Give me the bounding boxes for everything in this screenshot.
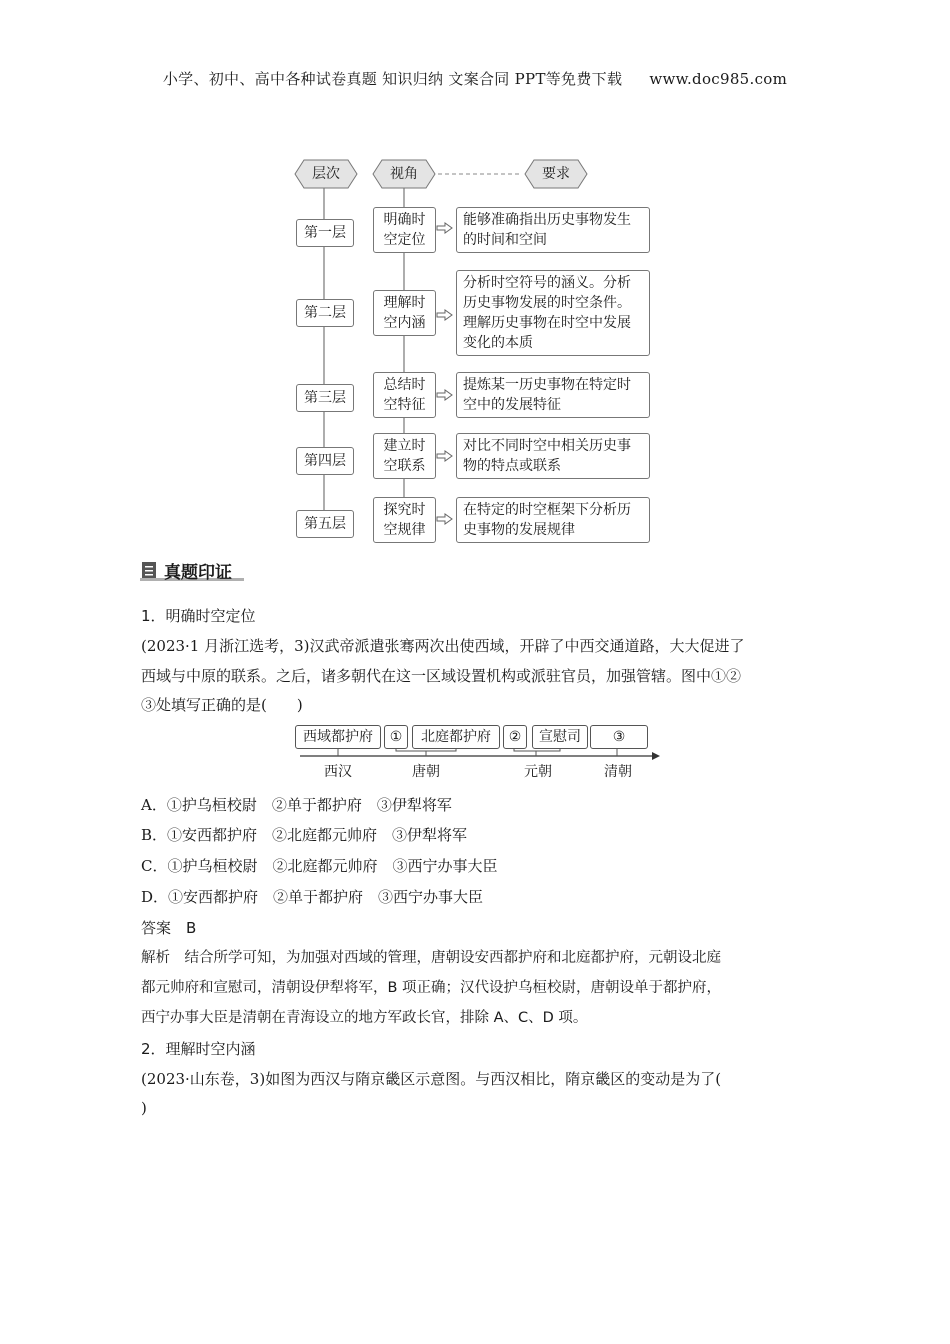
header-diamond-level bbox=[294, 159, 358, 189]
timeline-label: 清朝 bbox=[604, 764, 632, 780]
timeline-label: 唐朝 bbox=[412, 764, 440, 780]
level-box: 第四层 bbox=[296, 447, 354, 475]
view-line: 建立时 bbox=[383, 438, 426, 454]
q1-answer: 答案 B bbox=[141, 919, 197, 937]
timeline-box: 西域都护府 bbox=[295, 725, 381, 749]
timeline-box: ② bbox=[503, 725, 527, 749]
req-line: 在特定的时空框架下分析历 bbox=[463, 502, 631, 518]
req-line: 史事物的发展规律 bbox=[463, 522, 575, 538]
q1-option-c: C．①护乌桓校尉 ②北庭都元帅府 ③西宁办事大臣 bbox=[141, 857, 498, 875]
view-box bbox=[373, 497, 436, 543]
view-line: 空规律 bbox=[383, 522, 426, 538]
req-line: 历史事物发展的时空条件。 bbox=[463, 295, 631, 311]
q2-stem-line: ) bbox=[141, 1099, 147, 1117]
level-box: 第三层 bbox=[296, 384, 354, 412]
q1-option-b: B．①安西都护府 ②北庭都元帅府 ③伊犁将军 bbox=[141, 826, 468, 844]
view-line: 空特征 bbox=[383, 397, 426, 413]
q1-analysis-line: 西宁办事大臣是清朝在青海设立的地方军政长官，排除 A、C、D 项。 bbox=[141, 1010, 588, 1026]
req-line: 物的特点或联系 bbox=[463, 458, 561, 474]
view-line: 探究时 bbox=[383, 502, 426, 518]
view-box bbox=[373, 433, 436, 479]
req-line: 提炼某一历史事物在特定时 bbox=[463, 377, 631, 393]
timeline-box: ③ bbox=[590, 725, 648, 749]
requirement-box bbox=[456, 270, 650, 356]
q2-title: 2．理解时空内涵 bbox=[141, 1040, 256, 1058]
view-box bbox=[373, 372, 436, 418]
view-line: 空内涵 bbox=[383, 315, 426, 331]
timeline-label: 元朝 bbox=[524, 764, 552, 780]
q1-stem-line: 西域与中原的联系。之后，诸多朝代在这一区域设置机构或派驻官员，加强管辖。图中①② bbox=[141, 667, 742, 685]
q1-stem-line: ③处填写正确的是( ) bbox=[141, 696, 303, 714]
view-line: 理解时 bbox=[383, 295, 426, 311]
header-diamond-requirement bbox=[524, 159, 588, 189]
timeline-box: 宣慰司 bbox=[532, 725, 588, 749]
timeline-box: 北庭都护府 bbox=[412, 725, 500, 749]
q1-analysis-line: 解析 结合所学可知，为加强对西域的管理，唐朝设安西都护府和北庭都护府，元朝设北庭 bbox=[141, 950, 721, 966]
level-box: 第二层 bbox=[296, 299, 354, 327]
req-line: 空中的发展特征 bbox=[463, 397, 561, 413]
requirement-box bbox=[456, 433, 650, 479]
col-header-requirement: 要求 bbox=[542, 166, 570, 182]
q1-option-a: A．①护乌桓校尉 ②单于都护府 ③伊犁将军 bbox=[141, 796, 452, 814]
document-icon bbox=[142, 562, 156, 578]
q2-stem-line: (2023·山东卷，3)如图为西汉与隋京畿区示意图。与西汉相比，隋京畿区的变动是为了( bbox=[141, 1070, 722, 1088]
view-line: 明确时 bbox=[383, 212, 426, 228]
requirement-box bbox=[456, 497, 650, 543]
requirement-box bbox=[456, 207, 650, 253]
req-line: 的时间和空间 bbox=[463, 232, 547, 248]
view-box bbox=[373, 207, 436, 253]
view-line: 空联系 bbox=[383, 458, 426, 474]
col-header-level: 层次 bbox=[312, 166, 340, 182]
view-line: 空定位 bbox=[383, 232, 426, 248]
level-box: 第一层 bbox=[296, 219, 354, 247]
req-line: 分析时空符号的涵义。分析 bbox=[463, 275, 631, 291]
header-site: www.doc985.com bbox=[649, 70, 788, 88]
header-diamond-view bbox=[372, 159, 436, 189]
q1-analysis-line: 都元帅府和宣慰司，清朝设伊犁将军，B 项正确；汉代设护乌桓校尉，唐朝设单于都护府， bbox=[141, 980, 722, 996]
view-line: 总结时 bbox=[383, 377, 426, 393]
req-line: 变化的本质 bbox=[463, 335, 533, 351]
header-text: 小学、初中、高中各种试卷真题 知识归纳 文案合同 PPT等免费下载 bbox=[162, 70, 623, 88]
req-line: 能够准确指出历史事物发生 bbox=[463, 212, 631, 228]
q1-title: 1．明确时空定位 bbox=[141, 607, 256, 625]
section-title: 真题印证 bbox=[164, 563, 232, 583]
level-box: 第五层 bbox=[296, 510, 354, 538]
q1-option-d: D．①安西都护府 ②单于都护府 ③西宁办事大臣 bbox=[141, 888, 484, 906]
q1-stem-line: (2023·1 月浙江选考，3)汉武帝派遣张骞两次出使西域，开辟了中西交通道路，大大促进了 bbox=[141, 637, 745, 655]
col-header-view: 视角 bbox=[390, 166, 418, 182]
view-box bbox=[373, 290, 436, 336]
req-line: 理解历史事物在时空中发展 bbox=[463, 315, 631, 331]
timeline-label: 西汉 bbox=[324, 764, 352, 780]
requirement-box bbox=[456, 372, 650, 418]
req-line: 对比不同时空中相关历史事 bbox=[463, 438, 631, 454]
timeline-box: ① bbox=[384, 725, 408, 749]
